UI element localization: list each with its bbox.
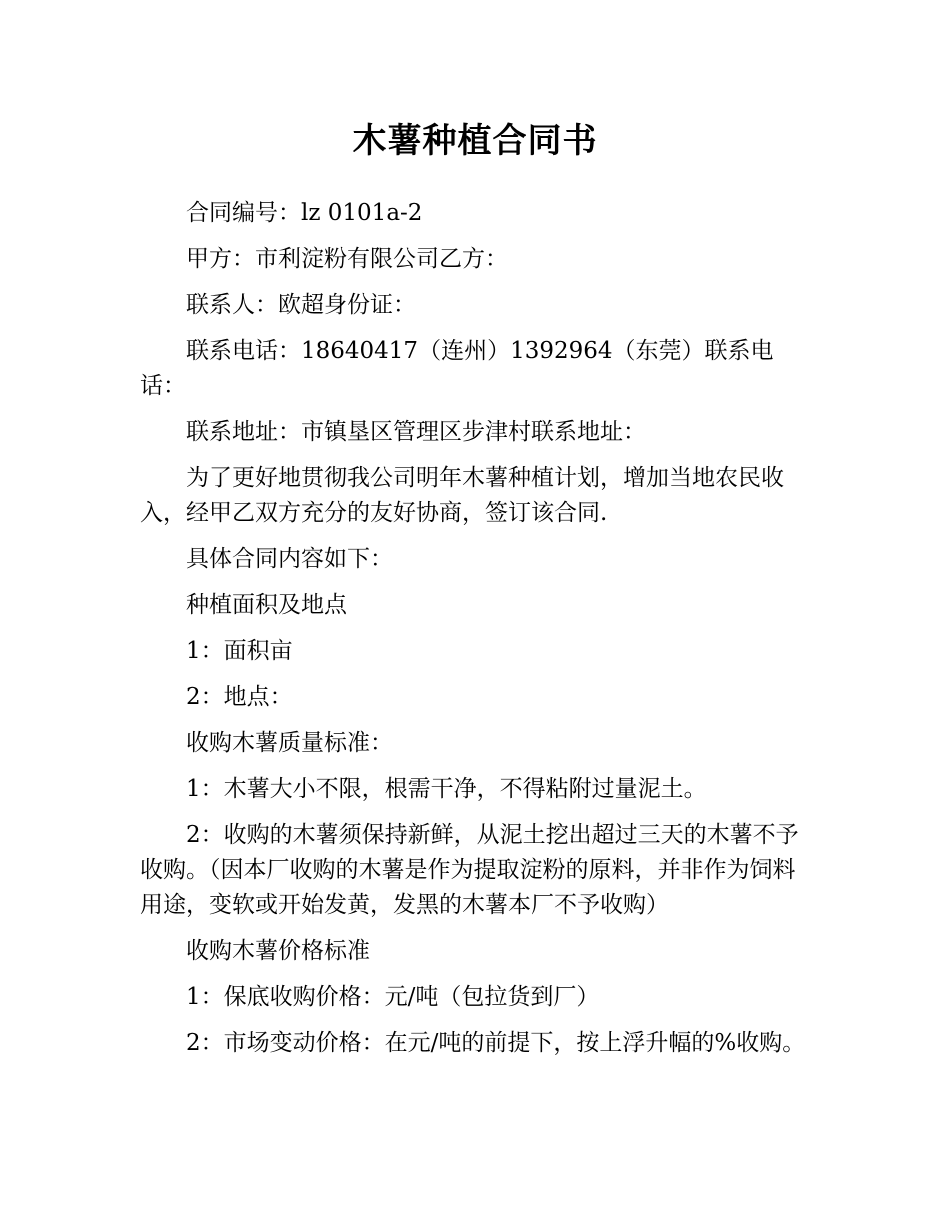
section-heading-area: 种植面积及地点	[186, 592, 347, 618]
area-item-2: 2：地点：	[186, 684, 293, 710]
contact-address-line: 联系地址：市镇垦区管理区步津村联系地址：	[186, 419, 646, 445]
price-item-2: 2：市场变动价格：在元/吨的前提下，按上浮升幅的%收购。	[186, 1030, 806, 1056]
contact-person-line: 联系人：欧超身份证：	[186, 292, 416, 318]
price-item-1: 1：保底收购价格：元/吨（包拉货到厂）	[186, 984, 600, 1010]
document-title: 木薯种植合同书	[352, 121, 598, 161]
section-heading-price: 收购木薯价格标准	[186, 938, 370, 964]
quality-item-2: 2：收购的木薯须保持新鲜，从泥土挖出超过三天的木薯不予收购。（因本厂收购的木薯是作为提取淀粉的原料，并非作为饲料用途，变软或开始发黄，发黑的木薯本厂不予收购）	[140, 822, 799, 918]
section-heading-quality: 收购木薯质量标准：	[186, 730, 393, 756]
quality-item-1: 1：木薯大小不限，根需干净，不得粘附过量泥土。	[186, 776, 707, 802]
contact-phone-line: 联系电话：18640417（连州）1392964（东莞）联系电话：	[140, 338, 774, 399]
purpose-paragraph: 为了更好地贯彻我公司明年木薯种植计划，增加当地农民收入，经甲乙双方充分的友好协商，签订该合同.	[140, 465, 784, 526]
contract-number: 合同编号：lz 0101a-2	[186, 200, 423, 226]
document-body	[140, 196, 810, 1072]
content-intro: 具体合同内容如下：	[186, 546, 393, 572]
area-item-1: 1：面积亩	[186, 638, 293, 664]
party-a-line: 甲方：市利淀粉有限公司乙方：	[186, 246, 508, 272]
